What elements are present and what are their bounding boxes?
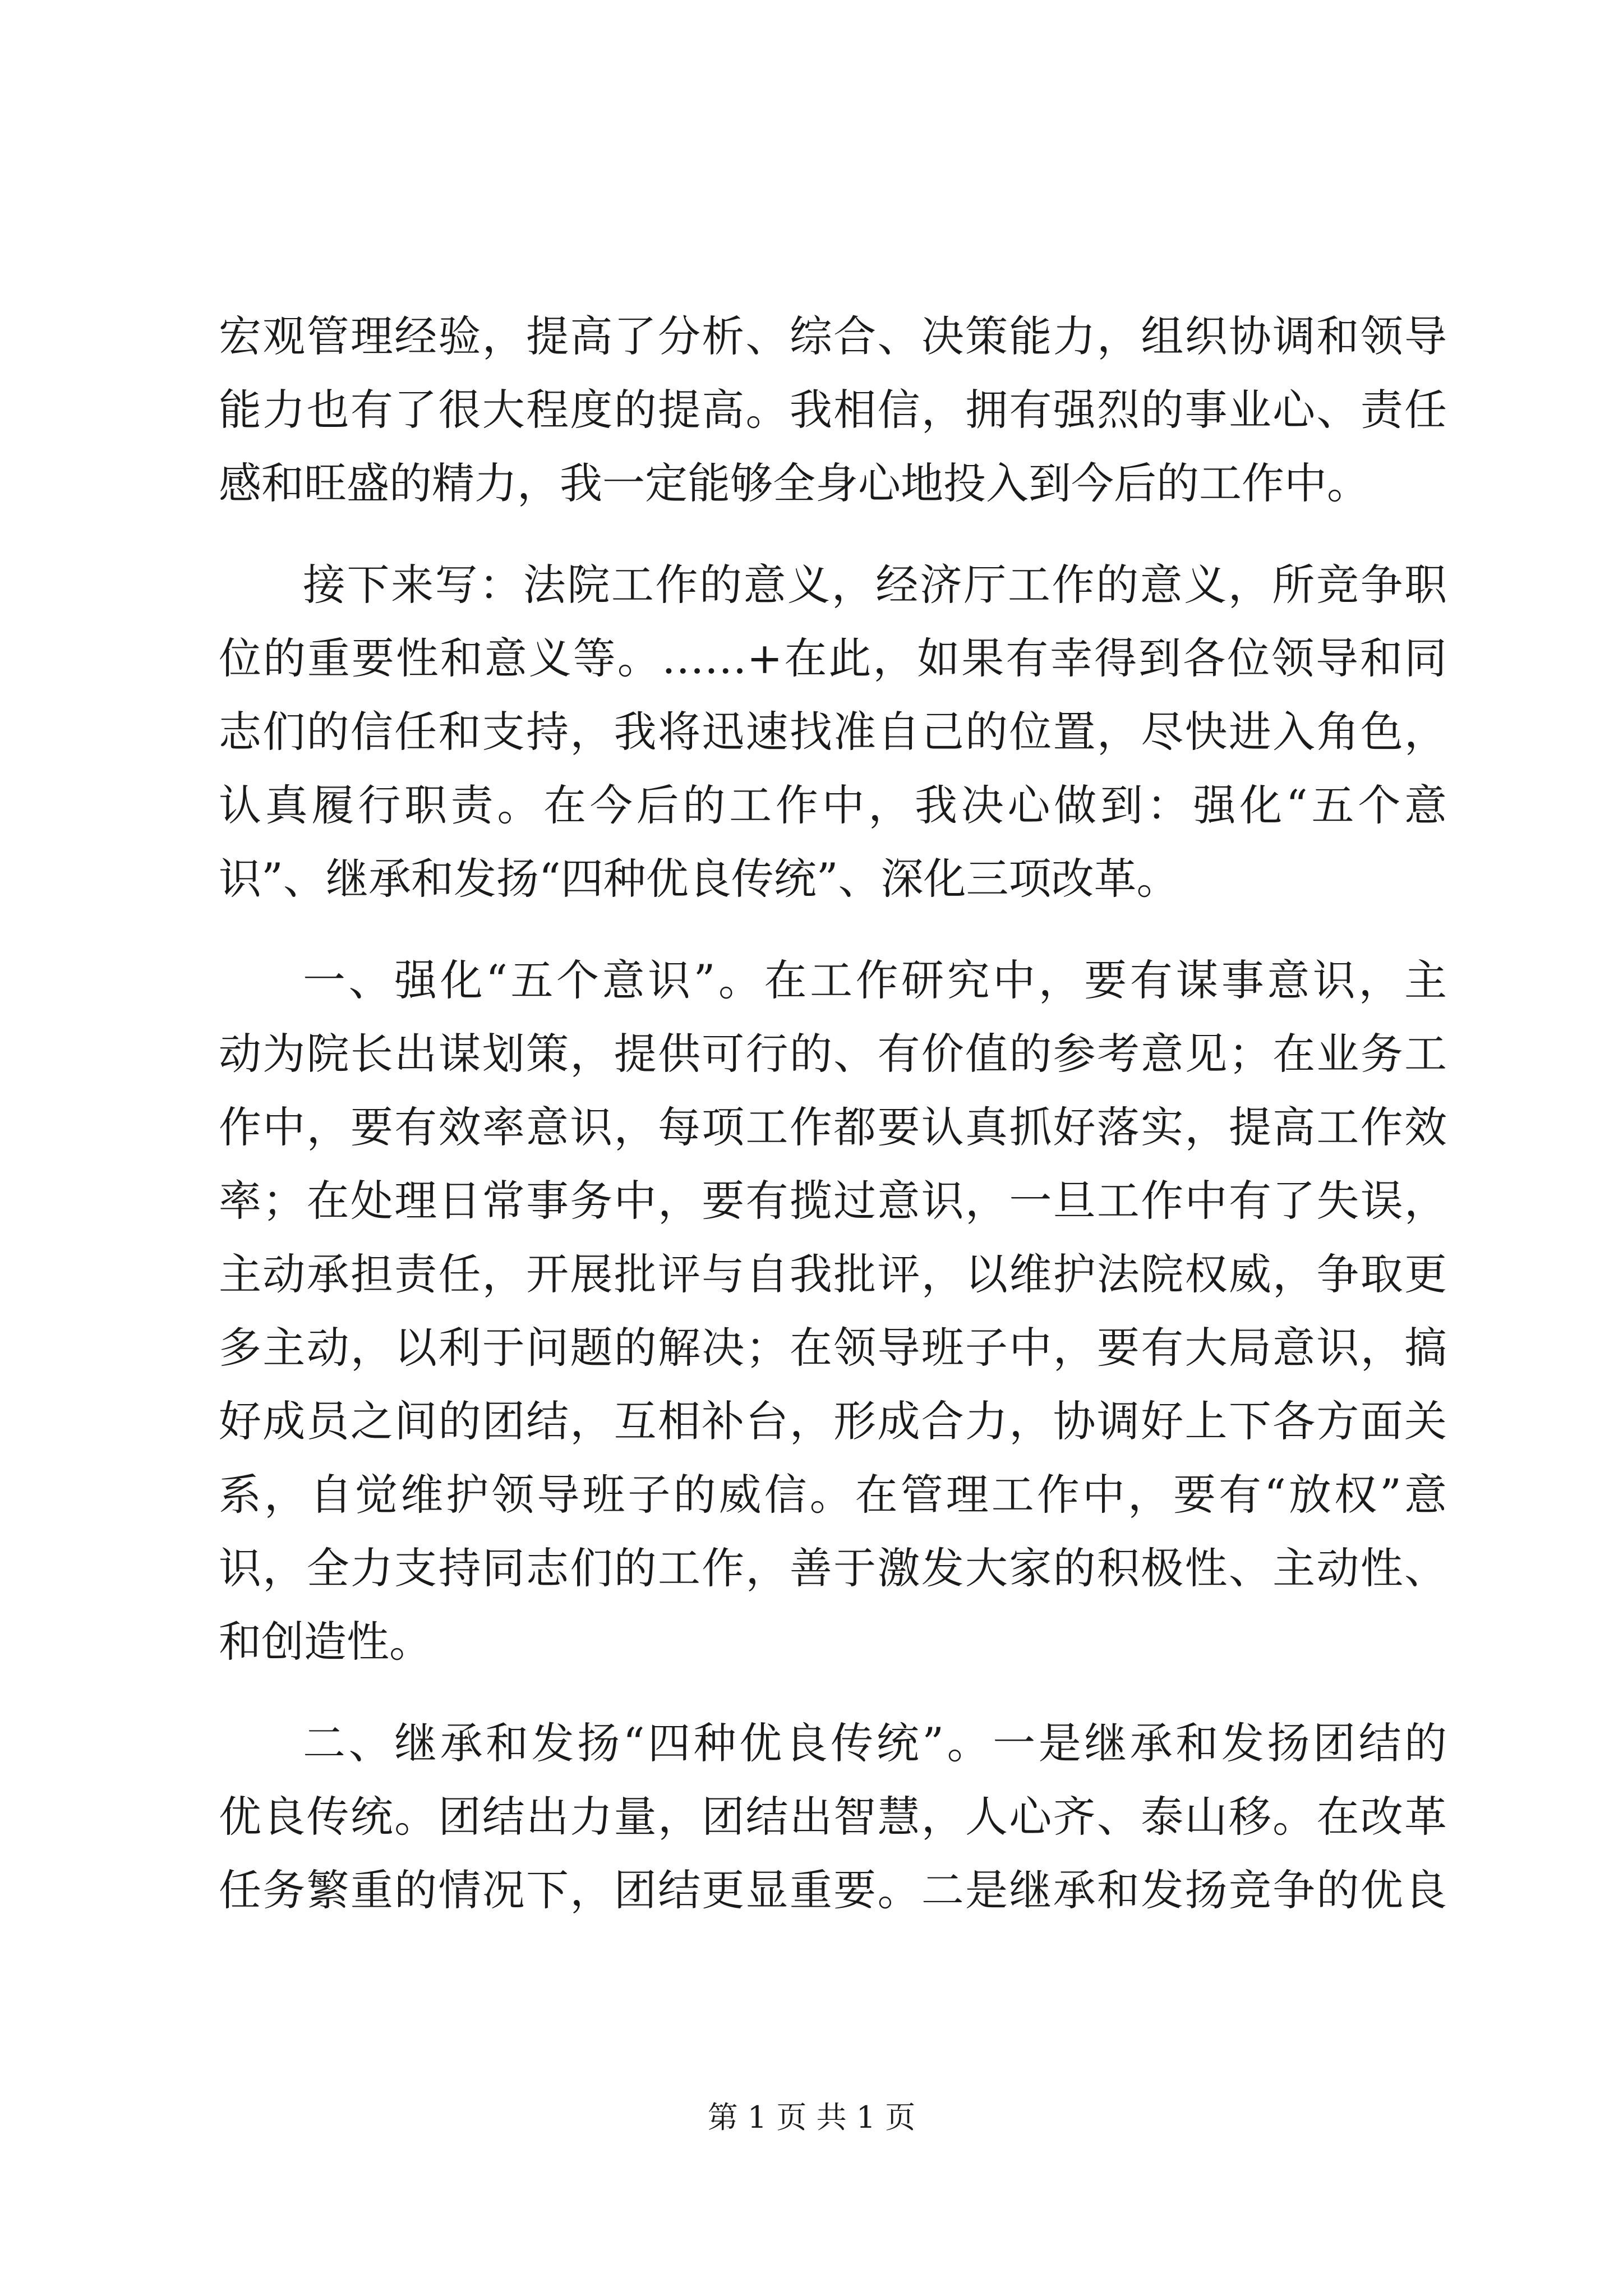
text-line: 多主动，以利于问题的解决；在领导班子中，要有大局意识，搞 <box>219 1323 1447 1373</box>
text-line: 一、强化“五个意识”。在工作研究中，要有谋事意识，主 <box>303 955 1447 1005</box>
text-line: 好成员之间的团结，互相补台，形成合力，协调好上下各方面关 <box>219 1396 1447 1446</box>
text-line: 感和旺盛的精力，我一定能够全身心地投入到今后的工作中。 <box>219 458 1370 508</box>
text-line: 和创造性。 <box>219 1617 432 1667</box>
text-line: 任务繁重的情况下，团结更显重要。二是继承和发扬竞争的优良 <box>219 1865 1447 1915</box>
text-line: 作中，要有效率意识，每项工作都要认真抓好落实，提高工作效 <box>219 1102 1447 1152</box>
text-line: 主动承担责任，开展批评与自我批评，以维护法院权威，争取更 <box>219 1249 1447 1299</box>
text-line: 二、继承和发扬“四种优良传统”。一是继承和发扬团结的 <box>303 1718 1447 1768</box>
text-line: 接下来写：法院工作的意义，经济厅工作的意义，所竞争职 <box>303 560 1447 610</box>
text-line: 宏观管理经验，提高了分析、综合、决策能力，组织协调和领导 <box>219 311 1447 361</box>
text-line: 系，自觉维护领导班子的威信。在管理工作中，要有“放权”意 <box>219 1470 1447 1520</box>
text-line: 位的重要性和意义等。……+在此，如果有幸得到各位领导和同 <box>219 633 1447 683</box>
page-number: 第 1 页 共 1 页 <box>707 2100 916 2135</box>
text-line: 优良传统。团结出力量，团结出智慧，人心齐、泰山移。在改革 <box>219 1792 1447 1842</box>
text-line: 认真履行职责。在今后的工作中，我决心做到：强化“五个意 <box>219 780 1447 830</box>
text-line: 识”、继承和发扬“四种优良传统”、深化三项改革。 <box>219 854 1179 904</box>
text-line: 能力也有了很大程度的提高。我相信，拥有强烈的事业心、责任 <box>219 385 1447 435</box>
text-line: 识，全力支持同志们的工作，善于激发大家的积极性、主动性、 <box>219 1543 1447 1593</box>
text-line: 率；在处理日常事务中，要有揽过意识，一旦工作中有了失误， <box>219 1176 1447 1226</box>
text-line: 志们的信任和支持，我将迅速找准自己的位置，尽快进入角色， <box>219 707 1447 757</box>
text-line: 动为院长出谋划策，提供可行的、有价值的参考意见；在业务工 <box>219 1029 1447 1079</box>
